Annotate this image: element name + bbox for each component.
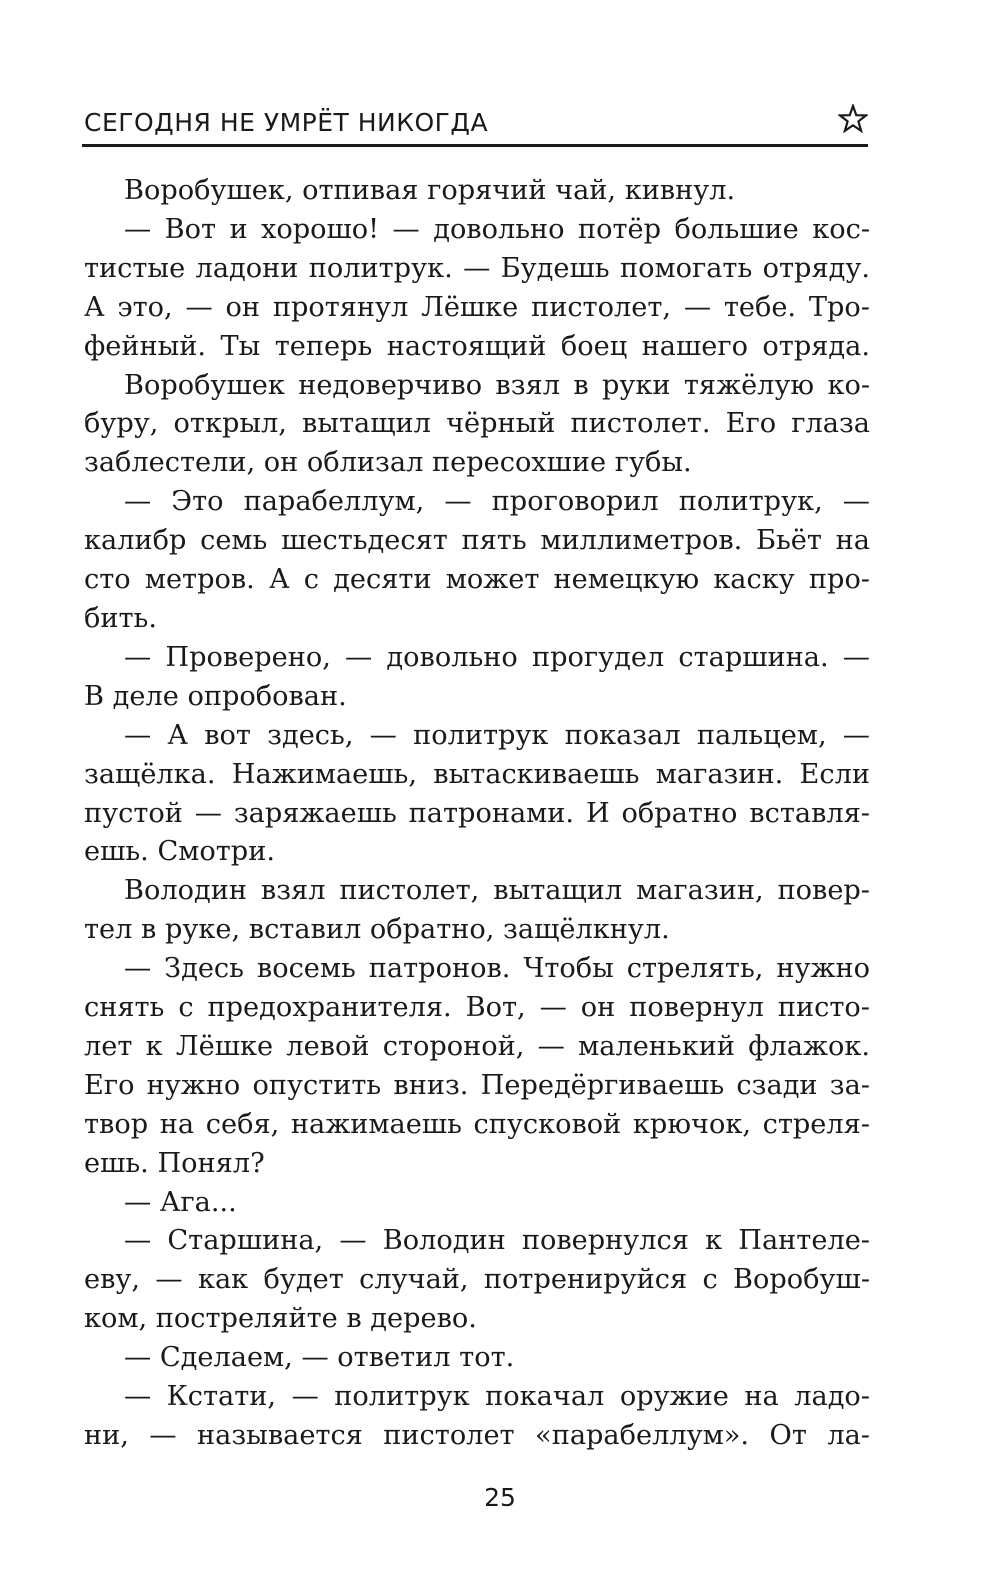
text-line: — Здесь восемь патронов. Чтобы стрелять, нужно	[124, 953, 870, 985]
text-line: Володин взял пистолет, вытащил магазин, повер-	[124, 875, 870, 907]
header-rule	[82, 144, 868, 147]
text-line: — Проверено, — довольно прогудел старшина. —	[124, 641, 870, 673]
text-line: В деле опробован.	[84, 680, 347, 712]
text-line: снять с предохранителя. Вот, — он повернул писто-	[84, 992, 870, 1024]
running-head	[82, 104, 868, 144]
text-line: — Кстати, — политрук покачал оружие на ладо-	[124, 1381, 870, 1413]
text-line: Воробушек, отпивая горячий чай, кивнул.	[124, 175, 736, 206]
text-line: ешь. Понял?	[84, 1147, 265, 1179]
text-line: — Старшина, — Володин повернулся к Пантеле-	[124, 1225, 870, 1257]
text-line: калибр семь шестьдесят пять миллиметров. Бьёт на	[84, 525, 870, 557]
text-line: сто метров. А с десяти может немецкую каску про-	[84, 564, 870, 596]
body-text	[84, 172, 870, 1456]
text-line: тистые ладони политрук. — Будешь помогать отряду.	[84, 252, 870, 284]
text-line: твор на себя, нажимаешь спусковой крючок, стреля-	[84, 1108, 870, 1140]
text-line: Воробушек недоверчиво взял в руки тяжёлую ко-	[124, 369, 870, 401]
running-title: СЕГОДНЯ НЕ УМРЁТ НИКОГДА	[84, 108, 489, 137]
text-line: ком, постреляйте в дерево.	[84, 1303, 477, 1335]
text-line: лет к Лёшке левой стороной, — маленький флажок.	[84, 1030, 870, 1062]
text-line: — А вот здесь, — политрук показал пальцем, —	[124, 719, 870, 751]
star-outline-icon	[838, 104, 868, 134]
text-line: еву, — как будет случай, потренируйся с Воробуш-	[84, 1264, 870, 1296]
text-line: защёлка. Нажимаешь, вытаскиваешь магазин. Если	[84, 758, 870, 790]
text-line: бить.	[84, 602, 157, 634]
text-line: — Сделаем, — ответил тот.	[124, 1342, 515, 1374]
text-line: Его нужно опустить вниз. Передёргиваешь сзади за-	[84, 1069, 870, 1101]
text-line: — Это парабеллум, — проговорил политрук, —	[124, 486, 870, 518]
text-line: буру, открыл, вытащил чёрный пистолет. Его глаза	[84, 408, 870, 440]
text-line: заблестели, он облизал пересохшие губы.	[84, 447, 692, 479]
text-line: ешь. Смотри.	[84, 836, 275, 868]
page-number: 25	[484, 1483, 516, 1512]
text-line: фейный. Ты теперь настоящий боец нашего отряда.	[84, 330, 870, 362]
text-line: — Ага...	[124, 1186, 237, 1218]
text-line: пустой — заряжаешь патронами. И обратно вставля-	[84, 797, 870, 829]
text-line: ни, — называется пистолет «парабеллум». От ла-	[84, 1420, 870, 1451]
text-line: — Вот и хорошо! — довольно потёр большие кос-	[124, 213, 870, 245]
text-line: А это, — он протянул Лёшке пистолет, — тебе. Тро-	[84, 291, 870, 323]
text-line: тел в руке, вставил обратно, защёлкнул.	[84, 914, 670, 946]
